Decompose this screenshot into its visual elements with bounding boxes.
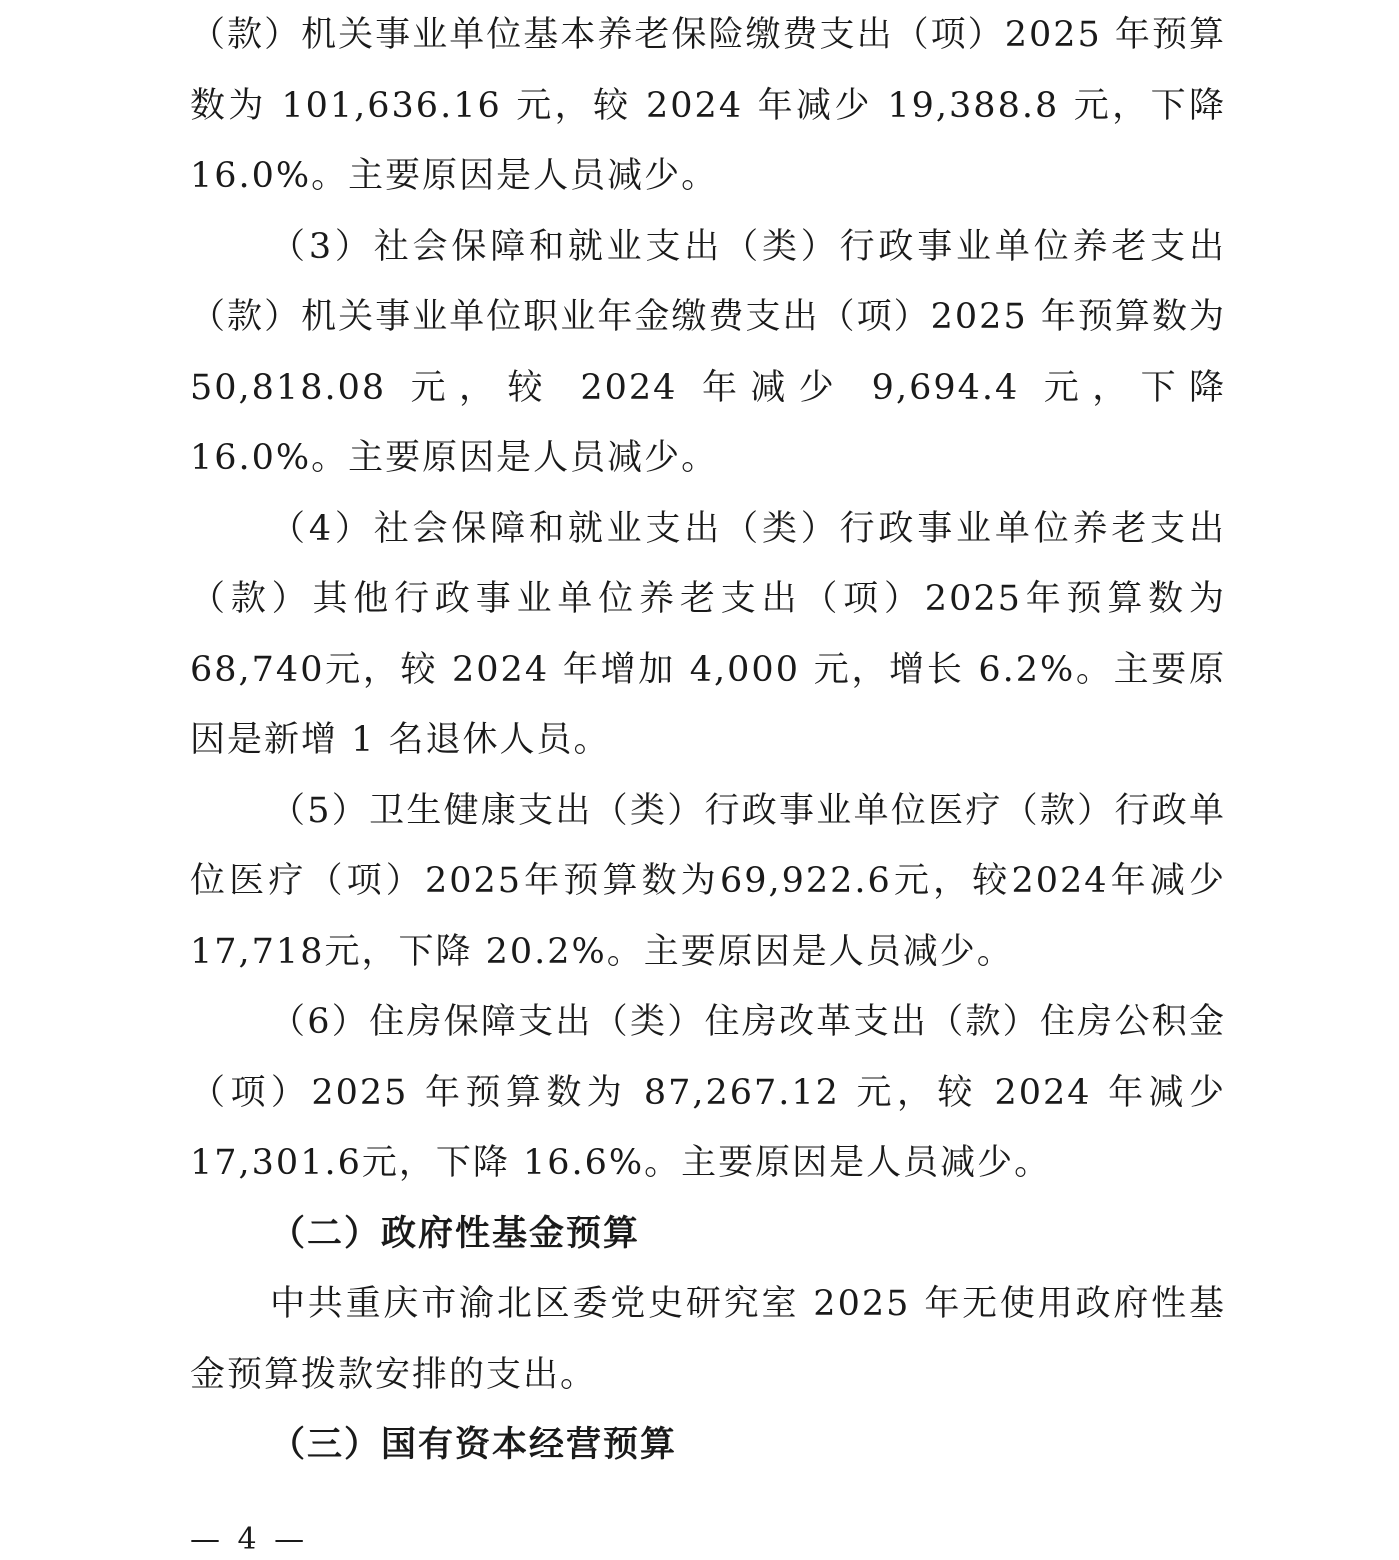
paragraph-pension-insurance: （款）机关事业单位基本养老保险缴费支出（项）2025 年预算数为 101,636.16 元，较 2024 年减少 19,388.8 元，下降 16.0%。主要原因是人员减少。 [190, 15, 1226, 196]
paragraph-medical: （5）卫生健康支出（类）行政事业单位医疗（款）行政单位医疗（项）2025年预算数为69,922.6元，较2024年减少17,718元，下降 20.2%。主要原因是人员减少。 [190, 790, 1226, 972]
section-heading-government-fund: （二）政府性基金预算 [270, 1212, 641, 1254]
paragraph-housing-fund: （6）住房保障支出（类）住房改革支出（款）住房公积金（项）2025 年预算数为 87,267.12 元，较 2024 年减少 17,301.6元，下降 16.6%。主要原因是人员减少。 [190, 1002, 1226, 1183]
document-body [190, 0, 1226, 1481]
paragraph-occupational-annuity: （3）社会保障和就业支出（类）行政事业单位养老支出（款）机关事业单位职业年金缴费支出（项）2025 年预算数为50,818.08 元，较 2024 年减少 9,694.4 元，下降 16.0%。主要原因是人员减少。 [190, 226, 1226, 478]
paragraph-government-fund: 中共重庆市渝北区委党史研究室 2025 年无使用政府性基金预算拨款安排的支出。 [190, 1284, 1226, 1395]
paragraph-other-pension: （4）社会保障和就业支出（类）行政事业单位养老支出（款）其他行政事业单位养老支出（项）2025年预算数为68,740元，较 2024 年增加 4,000 元，增长 6.2%。主要原因是新增 1 名退休人员。 [190, 508, 1226, 760]
section-heading-state-capital: （三）国有资本经营预算 [270, 1424, 678, 1465]
page-number: — 4 — [190, 1522, 309, 1557]
